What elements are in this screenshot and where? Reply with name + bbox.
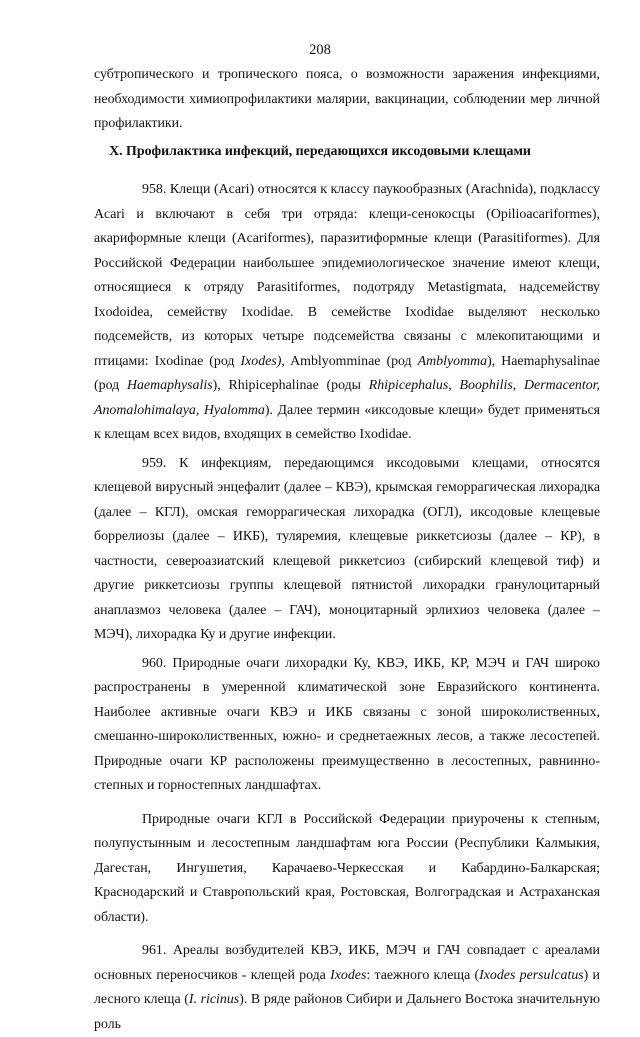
italic-run: Haemaphysalis xyxy=(126,378,213,393)
text-run: ), Rhipicephalinae (роды xyxy=(212,378,369,393)
page-number: 208 xyxy=(309,42,331,58)
paragraph-number: 961. xyxy=(142,943,167,958)
text-run: К инфекциям, передающимся иксодовыми клещами, относятся клещевой вирусный энцефалит (далее – КВЭ), крымская геморрагическая лихорадка (далее – КГЛ), омская геморрагическая лихорадка (ОГЛ), иксодовые клещевые боррелиозы (далее – ИКБ), туляремия, клещевые риккетсиозы (далее – КР), в частности, североазиатский клещевой риккетсиоз (сибирский клещевой тиф) и другие риккетсиозы группы клещевой пятнистой лихорадки гранулоцитарный анаплазмоз человека (далее – ГАЧ), моноцитарный эрлихиоз человека (далее – МЭЧ), лихорадка Ку и другие инфекции. xyxy=(94,455,600,642)
paragraph-958 xyxy=(94,178,600,448)
paragraph-number: 960. xyxy=(142,655,167,671)
text-run: ) и лесного клеща ( xyxy=(94,967,600,1007)
text-run: ). В ряде районов Сибири и Дальнего Востока значительную роль xyxy=(94,992,600,1032)
intro-paragraph: субтропического и тропического пояса, о возможности заражения инфекциями, необходимости химиопрофилактики малярии, вакцинации, соблюдении мер личной профилактики. xyxy=(94,67,600,131)
text-run: ), Haemaphysalinae (род xyxy=(94,353,600,393)
text-run: Природные очаги лихорадки Ку, КВЭ, ИКБ, КР, МЭЧ и ГАЧ широко распространены в умеренной климатической зоне Евразийского континента. Наиболее активные очаги КВЭ и ИКБ связаны с зоной широколиственных, смешанно-широколиственных, южно- и среднетаежных лесов, а также лесостепей. Природные очаги КР расположены преимущественно в лесостепных, равнинно-степных и горностепных ландшафтах. xyxy=(94,655,600,793)
intro-block xyxy=(94,63,600,137)
text-run: Ареалы возбудителей КВЭ, ИКБ, МЭЧ и ГАЧ совпадает с ареалами основных переносчиков - клещей рода xyxy=(94,943,600,983)
text-run: ). Далее термин «иксодовые клещи» будет применяться к клещам всех видов, входящих в семейство Ixodidae. xyxy=(94,402,600,442)
italic-run: Ixodes xyxy=(330,967,367,983)
italic-run: Rhipicephalus, Boophilis, Dermacentor, Anomalohimalaya, Hyalomma xyxy=(94,378,600,418)
text-run: Клещи (Acari) относятся к классу паукообразных (Arachnida), подклассу Acari и включают в себя три отряда: клещи-сенокосцы (Opilioacariformes), акариформные клещи (Acariformes), паразитиформные клещи (Parasitiformes). Для Российской Федерации наибольшее эпидемиологическое значение имеют клещи, относящиеся к отряду Parasitiformes, подотряду Metastigmata, надсемейству Ixodoidea, семейству Ixodidae. В семействе Ixodidae выделяют несколько подсемейств, из которых четыре подсемейства связаны с млекопитающими и птицами: Ixodinae (род xyxy=(94,182,600,369)
italic-run: Ixodes persulcatus xyxy=(479,967,584,983)
paragraph-960-continued: Природные очаги КГЛ в Российской Федерации приурочены к степным, полупустынным и лесостепным ландшафтам юга России (Республики Калмыкия, Дагестан, Ингушетия, Карачаево-Черкесская и Кабардино-Балкарская; Краснодарский и Ставропольский края, Ростовская, Волгоградская и Астраханская области). xyxy=(94,811,600,925)
paragraph-960 xyxy=(94,652,600,799)
main-text xyxy=(94,178,600,1037)
text-run: : таежного клеща ( xyxy=(366,967,480,983)
paragraph-961 xyxy=(94,939,600,1037)
section-heading: X. Профилактика инфекций, передающихся иксодовыми клещами xyxy=(109,144,531,159)
paragraph-number: 958. xyxy=(142,182,167,197)
italic-run: Ixodes) xyxy=(240,353,282,369)
italic-run: Amblyomma xyxy=(417,353,488,369)
text-run: , Amblyomminae (род xyxy=(281,353,418,369)
paragraph-number: 959. xyxy=(142,455,167,471)
italic-run: I. ricinus xyxy=(188,992,240,1007)
paragraph-959 xyxy=(94,452,600,648)
